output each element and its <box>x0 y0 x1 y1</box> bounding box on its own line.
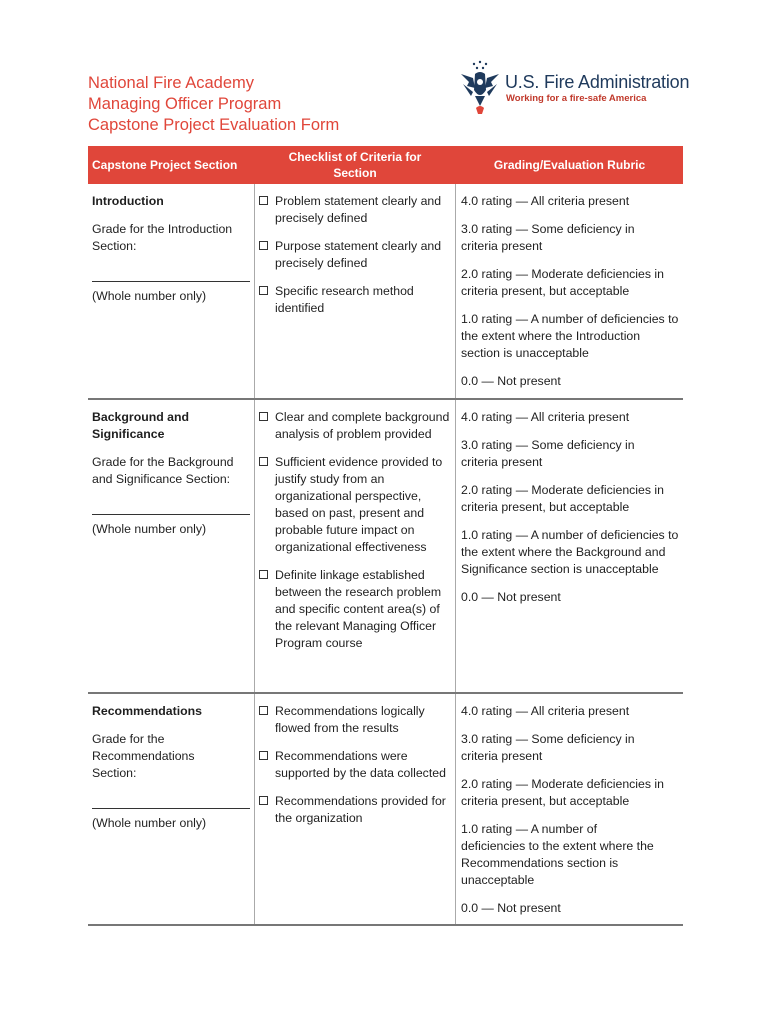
title-line-program: Managing Officer Program <box>88 95 282 113</box>
checkbox[interactable] <box>259 706 268 715</box>
table-row <box>88 184 683 400</box>
rubric-item: 3.0 rating — Some deficiency in criteria present <box>461 732 635 763</box>
criteria-text: Definite linkage established between the research problem and specific content area(s) of the relevant Managing Officer Program course <box>275 568 442 650</box>
column-header-checklist-label: Checklist of Criteria for Section <box>288 150 422 180</box>
criteria-text: Purpose statement clearly and precisely defined <box>275 239 442 270</box>
rubric-item: 3.0 rating — Some deficiency in criteria present <box>461 438 635 469</box>
section-cell <box>88 184 254 398</box>
checkbox[interactable] <box>259 570 268 579</box>
logo-name: U.S. Fire Administration <box>505 72 690 92</box>
whole-number-note: (Whole number only) <box>92 522 207 536</box>
criteria-text: Recommendations logically flowed from the results <box>275 704 425 735</box>
checkbox[interactable] <box>259 796 268 805</box>
criteria-item <box>259 409 455 443</box>
evaluation-table <box>88 146 683 926</box>
rubric-item: 2.0 rating — Moderate deficiencies in criteria present, but acceptable <box>461 483 665 514</box>
rubric-item: 1.0 rating — A number of deficiencies to the extent where the Introduction section is unacceptable <box>461 312 679 360</box>
criteria-text: Sufficient evidence provided to justify study from an organizational perspective, based on past, present and probable future impact on organizational effectiveness <box>275 455 443 554</box>
grade-label: Grade for the Background and Significance Section: <box>92 455 234 486</box>
checkbox[interactable] <box>259 457 268 466</box>
eagle-seal-icon <box>459 60 501 118</box>
checkbox[interactable] <box>259 286 268 295</box>
rubric-item: 4.0 rating — All criteria present <box>461 410 630 424</box>
title-line-academy: National Fire Academy <box>88 74 254 92</box>
rubric-item: 4.0 rating — All criteria present <box>461 704 630 718</box>
criteria-item <box>259 748 455 782</box>
rubric-item: 0.0 — Not present <box>461 374 561 388</box>
section-cell <box>88 400 254 692</box>
section-title: Introduction <box>92 194 164 208</box>
table-row <box>88 694 683 926</box>
rubric-item: 2.0 rating — Moderate deficiencies in criteria present, but acceptable <box>461 267 665 298</box>
whole-number-note: (Whole number only) <box>92 816 207 830</box>
rubric-cell <box>456 184 683 398</box>
criteria-text: Recommendations were supported by the data collected <box>275 749 446 780</box>
column-header-section: Capstone Project Section <box>92 158 238 172</box>
criteria-item <box>259 454 455 556</box>
criteria-text: Clear and complete background analysis of problem provided <box>275 410 450 441</box>
column-header-rubric: Grading/Evaluation Rubric <box>493 158 646 172</box>
checkbox[interactable] <box>259 196 268 205</box>
criteria-text: Specific research method identified <box>275 284 414 315</box>
grade-label: Grade for the Recommendations Section: <box>92 732 195 780</box>
criteria-cell <box>254 184 456 398</box>
rubric-item: 4.0 rating — All criteria present <box>461 194 630 208</box>
rubric-item: 1.0 rating — A number of deficiencies to the extent where the Recommendations section is unacceptable <box>461 822 654 887</box>
grade-input-line[interactable] <box>92 281 250 282</box>
section-title: Background and Significance <box>92 410 190 441</box>
rubric-item: 3.0 rating — Some deficiency in criteria present <box>461 222 635 253</box>
column-header-checklist <box>254 146 456 184</box>
rubric-item: 2.0 rating — Moderate deficiencies in criteria present, but acceptable <box>461 777 665 808</box>
grade-input-line[interactable] <box>92 808 250 809</box>
criteria-item <box>259 567 455 652</box>
table-header <box>88 146 683 184</box>
checkbox[interactable] <box>259 412 268 421</box>
criteria-item <box>259 793 455 827</box>
criteria-text: Recommendations provided for the organization <box>275 794 446 825</box>
checkbox[interactable] <box>259 751 268 760</box>
criteria-item <box>259 193 455 227</box>
rubric-cell <box>456 400 683 692</box>
criteria-item <box>259 703 455 737</box>
title-line-form: Capstone Project Evaluation Form <box>88 116 340 134</box>
section-cell <box>88 694 254 924</box>
criteria-cell <box>254 694 456 924</box>
criteria-item <box>259 238 455 272</box>
rubric-cell <box>456 694 683 924</box>
checkbox[interactable] <box>259 241 268 250</box>
criteria-cell <box>254 400 456 692</box>
whole-number-note: (Whole number only) <box>92 289 207 303</box>
criteria-item <box>259 283 455 317</box>
section-title: Recommendations <box>92 704 203 718</box>
table-row <box>88 400 683 694</box>
rubric-item: 1.0 rating — A number of deficiencies to the extent where the Background and Significance section is unacceptable <box>461 528 679 576</box>
form-title <box>88 73 339 136</box>
grade-input-line[interactable] <box>92 514 250 515</box>
grade-label: Grade for the Introduction Section: <box>92 222 233 253</box>
rubric-item: 0.0 — Not present <box>461 901 561 915</box>
rubric-item: 0.0 — Not present <box>461 590 561 604</box>
usfa-logo <box>459 60 689 120</box>
logo-tagline: Working for a fire-safe America <box>506 93 647 104</box>
criteria-text: Problem statement clearly and precisely defined <box>275 194 442 225</box>
